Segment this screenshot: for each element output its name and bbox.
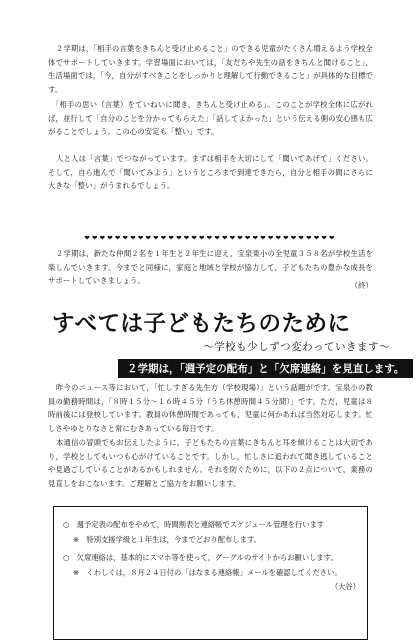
- heart-divider: ❤❤❤❤❤❤❤❤❤❤❤❤❤❤❤❤❤❤❤❤❤❤❤❤❤❤❤❤❤❤❤❤❤: [84, 234, 337, 242]
- action-item-2: ○ 欠席連絡は，基本的にスマホ等を使って，グーグルのサイトからお願いします。: [63, 553, 338, 562]
- action-note-2: ※ くわしくは，８月２４日付の「はなまる連絡帳」メールを確認してください。: [73, 568, 342, 577]
- intro-paragraph-4: ２学期は，新たな仲間２名を１年生と２年生に迎え，宝泉東小の全児童３５８名が学校生活を楽しんでいきます。今までと同様に，家庭と地域と学校が協力して，子どもたちの豊かな成長をサポートしていきましょう。: [48, 249, 373, 285]
- action-note-1: ※ 特別支援学級と１年生は，今までどおり配布します。: [73, 535, 261, 544]
- box-signoff: （大谷）: [330, 582, 360, 591]
- signoff-end: （終）: [350, 281, 373, 290]
- intro-paragraph-1: ２学期は，「相手の言葉をきちんと受け止めること」のできる児童がたくさん増えるよう学校全体でサポートしていきます。学習場面においては，「友だちや先生の話をきちんと聞けること」，生活場面では，「今，自分がすべきことをしっかりと理解して行動できること」が具体的な目標です。: [48, 44, 373, 94]
- intro-paragraph-2: 「相手の思い（言葉）をていねいに聞き，きちんと受け止める」。このことが学校全体に広がれば，並行して「自分のことを分かってもらえた」「話してよかった」という伝える側の安心感も広がることでしょう。この心の安定も「整い」です。: [48, 100, 373, 136]
- body-paragraph-1: 昨今のニュース等において，「忙しすぎる先生方（学校現場）」という話題がです。宝泉小の教員の勤務時間は，「８時１５分～１６時４５分（うち休憩時間４５分間）」です。ただ，児童は８時前後には登校しています。教員の休憩時間であっても，児童に何かあれば当然対応します。忙しさやゆとりなさと常にむきあっている毎日です。: [48, 383, 373, 433]
- intro-paragraph-3: 人と人は「言葉」でつながっています。まずは相手を大切にして「聞いてあげて」ください。そして，自ら進んで「聞いてみよう」というところまで到達できたら，自分と相手の間にさらに大きな「整い」がうまれるでしょう。: [48, 154, 373, 190]
- page-subtitle: ～学校も少しずつ変わっていきます～: [203, 341, 390, 353]
- page-title: すべては子どもたちのために: [52, 311, 351, 337]
- action-item-1: ○ 週予定表の配布をやめて，時間割表と連絡帳でスケジュール管理を行います: [63, 520, 325, 529]
- body-paragraph-2: 本通信の冒頭でもお伝えしたように，子どもたちの言葉にきちんと耳を傾けることは大切であり，学校としてもいつも心がけていることです。しかし，忙しさに追われて聞き逃していることや見過ごしていることがあるかもしれません。それを防ぐために，以下の２点について，業務の見直しをおこないます。ご理解とご協力をお願いします。: [48, 438, 373, 488]
- announcement-banner: ２学期は，「週予定の配布」と「欠席連絡」を見直します。: [118, 359, 413, 378]
